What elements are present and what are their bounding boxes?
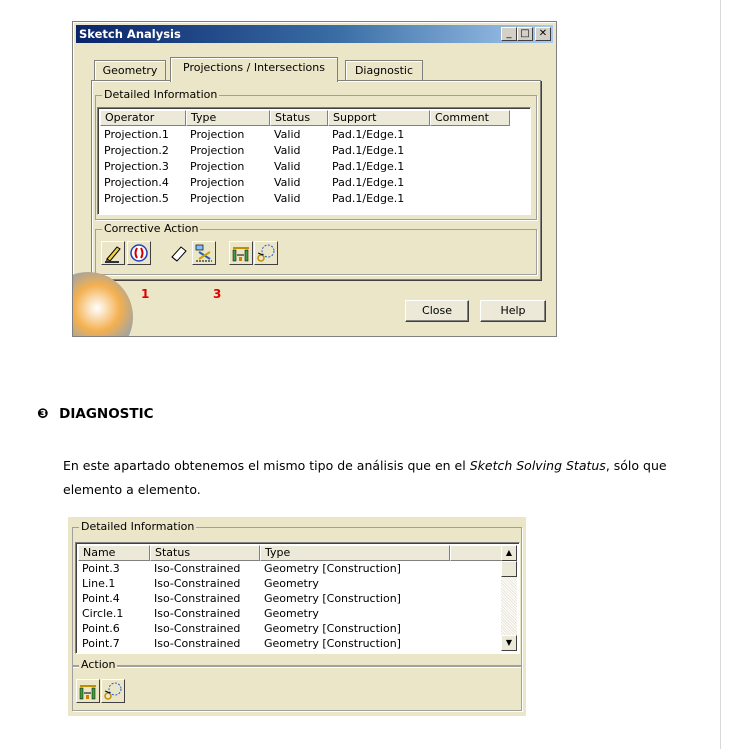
tab-geometry[interactable]: Geometry	[94, 60, 166, 81]
dialog-title: Sketch Analysis	[79, 27, 181, 41]
marker-3: 3	[213, 287, 222, 301]
section-bullet: ❸	[37, 406, 49, 422]
window-controls	[501, 27, 551, 41]
cell-status: Valid	[274, 144, 301, 157]
column-extra[interactable]	[450, 545, 502, 561]
column-operator[interactable]: Operator	[100, 110, 186, 126]
edit-icon	[102, 242, 124, 264]
dimension-tool-button[interactable]	[229, 241, 253, 265]
cell-status: Iso-Constrained	[154, 562, 241, 575]
detailed-information-label: Detailed Information	[104, 88, 218, 101]
cell-type: Projection	[190, 128, 245, 141]
minimize-button[interactable]: _	[501, 27, 517, 41]
column-type[interactable]: Type	[186, 110, 270, 126]
action-label: Action	[81, 658, 116, 671]
cell-name: Point.6	[82, 622, 120, 635]
cell-type: Geometry [Construction]	[264, 637, 401, 650]
detailed-information-label-2: Detailed Information	[81, 520, 195, 533]
vertical-scrollbar[interactable]	[501, 545, 517, 651]
para-text-1: En este apartado obtenemos el mismo tipo de análisis que en el	[63, 458, 470, 473]
diagnostic-panel	[68, 517, 526, 716]
cell-operator: Projection.5	[104, 192, 169, 205]
cell-type: Geometry [Construction]	[264, 592, 401, 605]
isolate-tool-button[interactable]	[127, 241, 151, 265]
isolate-icon	[128, 242, 150, 264]
section-title: DIAGNOSTIC	[59, 406, 154, 422]
sketch-analysis-dialog	[72, 21, 557, 337]
list-header	[100, 110, 510, 126]
list-item[interactable]	[79, 576, 451, 592]
para-italic-text: Sketch Solving Status	[469, 458, 606, 473]
cell-type: Geometry	[264, 577, 319, 590]
marker-1: 1	[141, 287, 150, 301]
column-type-2[interactable]: Type	[260, 545, 450, 561]
cell-name: Point.7	[82, 637, 120, 650]
scroll-up-button[interactable]: ▲	[501, 545, 517, 561]
table-row[interactable]	[101, 175, 431, 191]
corrective-action-group	[95, 222, 537, 275]
table-row[interactable]	[101, 159, 431, 175]
replace-tool-button[interactable]	[192, 241, 216, 265]
cell-status: Iso-Constrained	[154, 622, 241, 635]
tab-projections-intersections[interactable]: Projections / Intersections	[170, 57, 338, 82]
maximize-button[interactable]: □	[517, 27, 533, 41]
column-name[interactable]: Name	[78, 545, 150, 561]
column-support[interactable]: Support	[328, 110, 430, 126]
table-row[interactable]	[101, 191, 431, 207]
column-status-2[interactable]: Status	[150, 545, 260, 561]
eraser-icon	[168, 242, 190, 264]
section-paragraph	[63, 454, 723, 502]
dimension-tool-button-2[interactable]	[76, 679, 100, 703]
cell-status: Valid	[274, 128, 301, 141]
title-bar[interactable]	[76, 25, 553, 43]
list-item[interactable]	[79, 591, 451, 607]
dimension-icon	[77, 680, 99, 702]
cell-type: Projection	[190, 176, 245, 189]
cell-type: Projection	[190, 160, 245, 173]
cell-support: Pad.1/Edge.1	[332, 128, 405, 141]
constraint-tool-button-2[interactable]	[101, 679, 125, 703]
cell-operator: Projection.1	[104, 128, 169, 141]
cell-operator: Projection.2	[104, 144, 169, 157]
cell-status: Iso-Constrained	[154, 607, 241, 620]
cell-name: Line.1	[82, 577, 116, 590]
cell-type: Geometry [Construction]	[264, 622, 401, 635]
corrective-action-label: Corrective Action	[104, 222, 199, 235]
list-header-2	[78, 545, 502, 561]
cell-type: Projection	[190, 144, 245, 157]
table-row[interactable]	[101, 127, 431, 143]
erase-tool-button[interactable]	[167, 241, 191, 265]
list-item[interactable]	[79, 561, 451, 577]
help-button[interactable]: Help	[480, 300, 546, 322]
list-item[interactable]	[79, 636, 451, 652]
constraint-tool-button[interactable]	[254, 241, 278, 265]
table-row[interactable]	[101, 143, 431, 159]
cell-name: Circle.1	[82, 607, 124, 620]
constraint-icon	[102, 680, 124, 702]
cell-support: Pad.1/Edge.1	[332, 160, 405, 173]
cell-status: Iso-Constrained	[154, 637, 241, 650]
para-text-2: , sólo que elemento a elemento.	[63, 458, 667, 497]
tab-diagnostic[interactable]: Diagnostic	[345, 60, 423, 81]
projections-list[interactable]	[97, 107, 531, 215]
cell-operator: Projection.4	[104, 176, 169, 189]
edit-tool-button[interactable]	[101, 241, 125, 265]
globe-logo	[72, 272, 133, 337]
cell-support: Pad.1/Edge.1	[332, 192, 405, 205]
cell-status: Valid	[274, 192, 301, 205]
cell-status: Iso-Constrained	[154, 577, 241, 590]
cell-status: Valid	[274, 160, 301, 173]
cell-support: Pad.1/Edge.1	[332, 144, 405, 157]
page-border	[720, 0, 721, 749]
cell-status: Iso-Constrained	[154, 592, 241, 605]
cell-name: Point.3	[82, 562, 120, 575]
cell-type: Projection	[190, 192, 245, 205]
section-heading	[37, 406, 154, 422]
list-item[interactable]	[79, 621, 451, 637]
cell-status: Valid	[274, 176, 301, 189]
cell-operator: Projection.3	[104, 160, 169, 173]
action-group	[72, 658, 522, 711]
cell-type: Geometry	[264, 607, 319, 620]
replace-icon	[193, 242, 215, 264]
cell-name: Point.4	[82, 592, 120, 605]
close-window-button[interactable]: ✕	[535, 27, 551, 41]
scroll-down-button[interactable]: ▼	[501, 635, 517, 651]
diagnostic-list[interactable]	[75, 542, 520, 654]
constraint-icon	[255, 242, 277, 264]
scroll-thumb[interactable]	[501, 561, 517, 577]
list-item[interactable]	[79, 606, 451, 622]
cell-support: Pad.1/Edge.1	[332, 176, 405, 189]
column-comment[interactable]: Comment	[430, 110, 510, 126]
dimension-icon	[230, 242, 252, 264]
column-status[interactable]: Status	[270, 110, 328, 126]
close-button[interactable]: Close	[405, 300, 469, 322]
cell-type: Geometry [Construction]	[264, 562, 401, 575]
